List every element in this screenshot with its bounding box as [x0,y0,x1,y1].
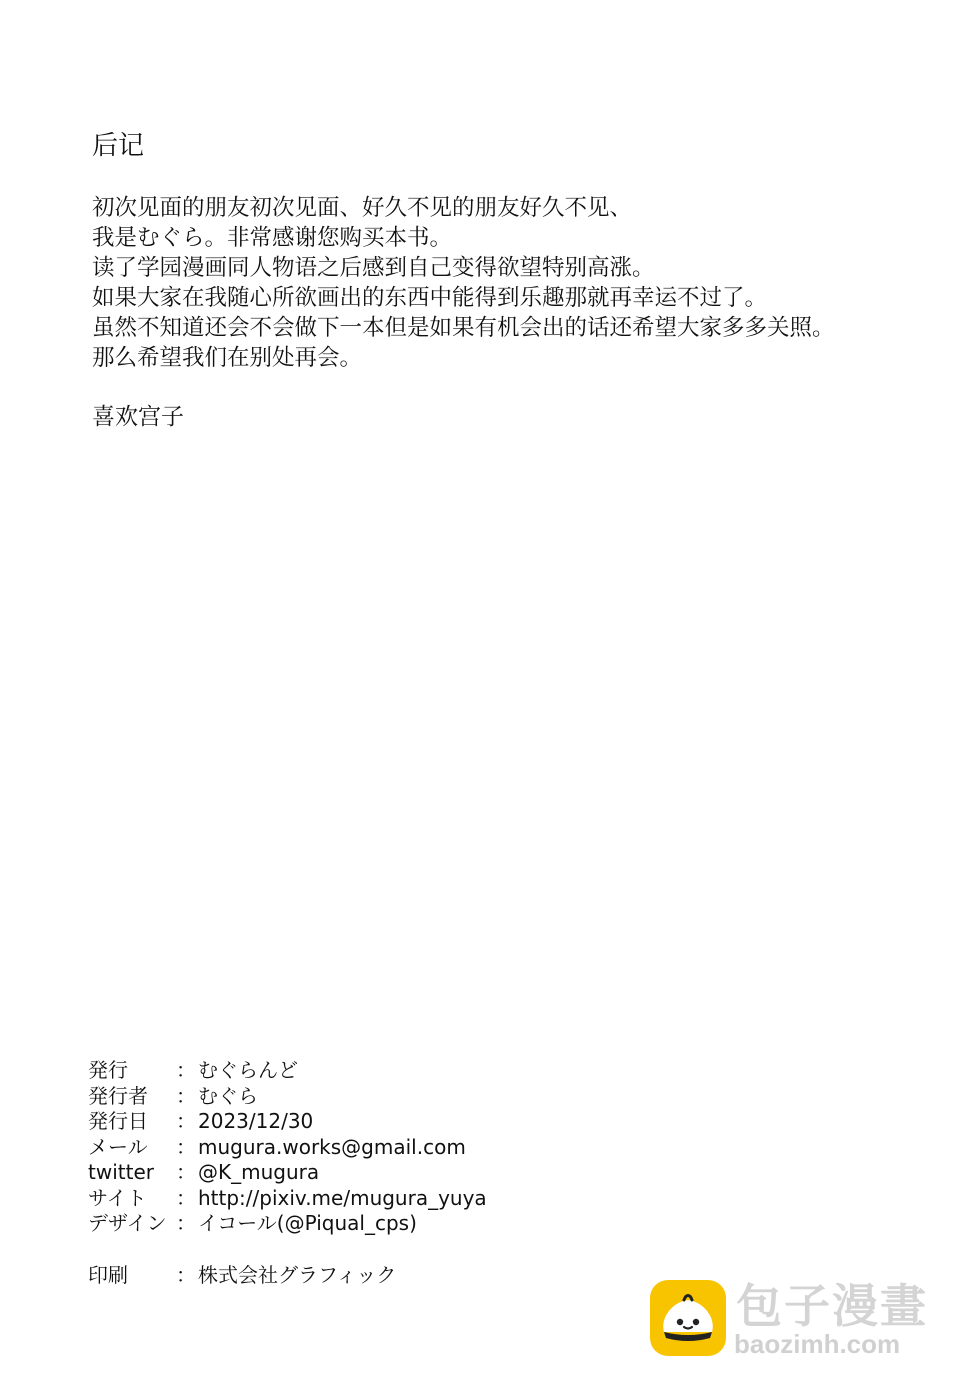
signature: 喜欢宫子 [92,404,184,430]
colophon-value: イコール(@Piqual_cps) [198,1211,417,1235]
colophon-separator: ： [176,1211,196,1235]
colophon-label: twitter [88,1160,154,1184]
colophon-separator: ： [176,1185,196,1210]
colophon-label: 発行者 [88,1083,148,1108]
colophon-value: @K_mugura [198,1160,320,1184]
watermark-url: baozimh.com [734,1329,901,1359]
colophon-separator: ： [176,1134,196,1159]
colophon-separator: ： [176,1058,196,1082]
colophon-separator: ： [176,1160,196,1184]
colophon-row-issuer [88,1084,487,1110]
colophon-separator: ： [176,1083,196,1108]
colophon-value: http://pixiv.me/mugura_yuya [198,1185,487,1210]
afterword-line: 读了学园漫画同人物语之后感到自己变得欲望特别高涨。 [92,255,655,281]
colophon-row-twitter [88,1160,487,1186]
colophon-row-design [88,1211,487,1237]
colophon-value: 株式会社グラフィック [198,1263,397,1287]
bun-mascot-icon [650,1280,726,1356]
watermark [650,1280,950,1360]
colophon-row-site [88,1186,487,1212]
afterword-title: 后记 [92,131,145,161]
colophon [88,1058,487,1287]
colophon-row-email [88,1135,487,1161]
colophon-value: 2023/12/30 [198,1109,314,1133]
colophon-label: サイト [88,1185,147,1210]
afterword-line: 那么希望我们在别处再会。 [92,345,363,371]
colophon-label: デザイン [88,1211,167,1235]
colophon-row-print [88,1263,396,1289]
colophon-value: むぐらんど [198,1058,298,1082]
afterword-body [92,193,922,373]
colophon-separator: ： [176,1109,196,1133]
colophon-value: mugura.works@gmail.com [198,1134,466,1159]
colophon-separator: ： [176,1263,196,1287]
colophon-label: 発行 [88,1058,128,1082]
afterword-line: 虽然不知道还会不会做下一本但是如果有机会出的话还希望大家多多关照。 [92,315,835,341]
colophon-row-date [88,1109,487,1135]
colophon-label: 発行日 [88,1109,148,1133]
afterword-line: 初次见面的朋友初次见面、好久不见的朋友好久不见、 [92,195,633,221]
afterword-line: 我是むぐら。非常感谢您购买本书。 [92,225,453,251]
colophon-row-publisher [88,1058,487,1084]
colophon-label: 印刷 [88,1263,128,1287]
colophon-value: むぐら [198,1083,258,1108]
afterword-line: 如果大家在我随心所欲画出的东西中能得到乐趣那就再幸运不过了。 [92,285,768,311]
watermark-title: 包子漫畫 [736,1279,928,1333]
colophon-label: メール [88,1134,148,1159]
